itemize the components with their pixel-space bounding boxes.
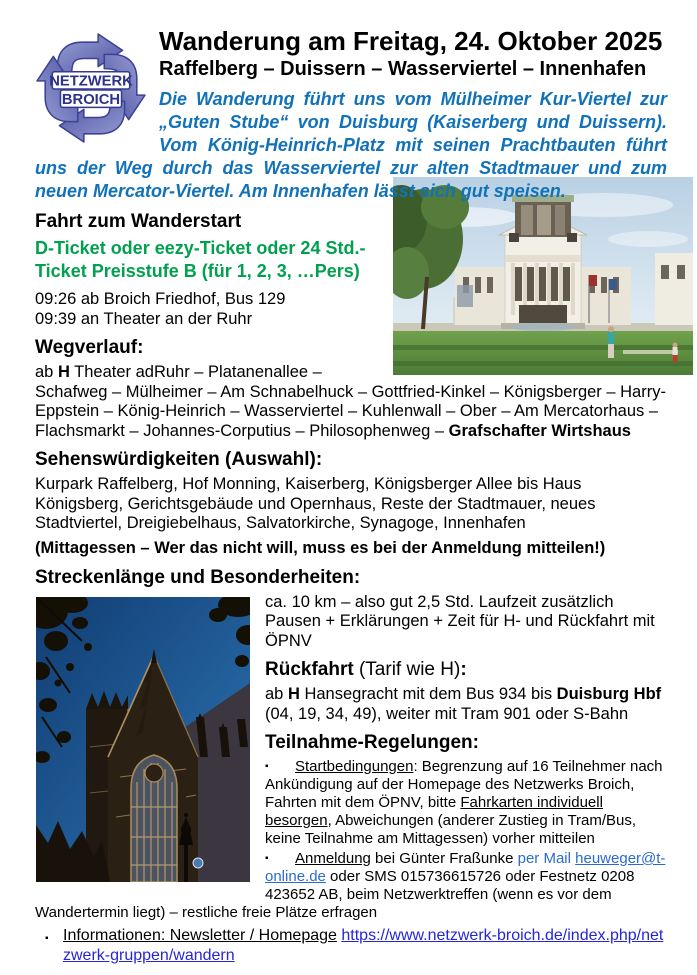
section-details [35,593,667,923]
email-link[interactable]: heuweger@t-online.de [265,850,666,885]
theater-photo-illustration [393,177,693,375]
lunch-note: (Mittagessen – Wer das nicht will, muss es bei der Anmeldung mitteilen!) [35,538,606,557]
rueckfahrt-colon: : [460,659,467,680]
logo-text-line2: BROICH [61,91,121,108]
church-photo [36,597,250,882]
section-journey-and-route [35,211,667,559]
return-text: (04, 19, 34, 49), weiter mit Tram 901 oder S-Bahn [265,704,629,723]
anmeldung-text: oder SMS 015736615726 oder Festnetz 0208 423652 AB, beim Netzwerktreffen (wenn es vor dem Wandertermin liegt) – restliche freie Plätze erfragen [35,868,635,921]
church-photo-illustration [36,597,250,882]
netzwerk-broich-logo [35,32,147,144]
route-destination: Grafschafter Wirtshaus [448,421,631,440]
startbedingungen-label: Startbedingungen [295,758,414,775]
route-text: ab [35,363,58,381]
ticket-info: D-Ticket oder eezy-Ticket oder 24 Std.-Ticket Preisstufe B (für 1, 2, 3, …Pers) [35,238,366,281]
list-item-informationen [35,926,667,966]
rueckfahrt-tarif: (Tarif wie H) [353,659,461,680]
page-title: Wanderung am Freitag, 24. Oktober 2025 [159,26,663,56]
theater-photo [393,177,693,375]
section-heading-fahrt: Fahrt zum Wanderstart [35,211,242,232]
section-heading-teilnahme: Teilnahme-Regelungen: [265,732,479,753]
fahrkarten-note: Fahrkarten individuell besorgen [265,794,603,829]
return-destination: Duisburg Hbf [556,685,662,703]
bullet-icon: ▪ [265,761,269,772]
informationen-label: Informationen: Newsletter / Homepage [63,927,337,944]
bullet-icon: ▪ [265,853,269,864]
startbedingungen-text: : Begrenzung auf 16 Teilnehmer nach Ankündigung auf der Homepage des Netzwerks Broich, Fahrten mit dem ÖPNV, bitte [265,758,663,811]
stop-symbol: H [57,363,70,381]
intro-paragraph: Die Wanderung führt uns vom Mülheimer Kur-Viertel zur „Guten Stube“ von Duisburg (Kaiserberg und Duissern). Vom König-Heinrich-Platz mit seinen Prachtbauten führt uns der Weg durch das Wasserviertel zur alten Stadtmauer und zum neuen Mercator-Viertel. Am Innenhafen lässt sich gut speisen. [35,89,667,201]
anmeldung-text: bei Günter Fraßunke [370,850,518,867]
return-text: Hansegracht mit dem Bus 934 bis [299,685,557,703]
stop-symbol: H [287,685,300,703]
time-row: 09:39 an Theater an der Ruhr [35,310,253,328]
section-heading-wegverlauf: Wegverlauf: [35,337,144,358]
sights-paragraph: Kurpark Raffelberg, Hof Monning, Kaiserberg, Königsberger Allee bis Haus Königsberg, Gerichtsgebäude und Opernhaus, Reste der Stadtmauer, neues Stadtviertel, Dreigiebelhaus, Salvatorkirche, Synagoge, Innenhafen [35,475,596,532]
section-heading-strecke: Streckenlänge und Besonderheiten: [35,566,361,588]
anmeldung-label: Anmeldung [295,850,371,867]
route-text: Theater adRuhr – Platanenallee – Schafweg – Mülheimer – Am Schnabelhuck – Gottfried-Kinkel – Königsberger – Harry-Eppstein – König-Heinrich – Wasserviertel – Kuhlenwall – Ober – Am Mercatorhaus – Flachsmarkt – Johannes-Corputius – Philosophenweg – [35,363,666,440]
homepage-link[interactable]: https://www.netzwerk-broich.de/index.php/netzwerk-gruppen/wandern [63,927,664,964]
recycle-arrows-icon [35,32,147,144]
startbedingungen-text: , Abweichungen (anderer Zustieg in Tram/Bus, keine Teilnahme am Mittagessen) vorher mitteilen [265,812,637,847]
bullet-icon: ▪ [45,933,49,944]
return-text: ab [265,685,288,703]
time-row: 09:26 ab Broich Friedhof, Bus 129 [35,290,286,308]
distance-paragraph: ca. 10 km – also gut 2,5 Std. Laufzeit zusätzlich Pausen + Erklärungen + Zeit für H- und Rückfahrt mit ÖPNV [265,592,655,650]
per-mail-text: per Mail [517,850,576,867]
header [35,28,667,203]
section-heading-sehenswuerdigkeiten: Sehenswürdigkeiten (Auswahl): [35,449,323,470]
logo-text-line1: NETZWERK [49,73,133,90]
rueckfahrt-label: Rückfahrt [265,659,354,680]
page-subtitle: Raffelberg – Duissern – Wasserviertel – Innenhafen [159,58,647,80]
